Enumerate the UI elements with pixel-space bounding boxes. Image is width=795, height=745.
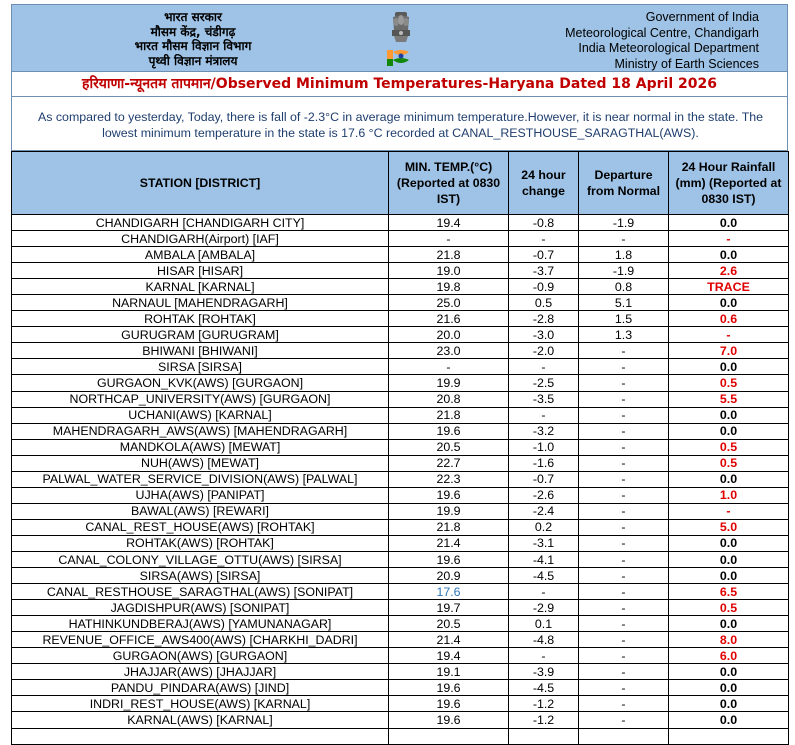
min-temp-cell: 20.8: [389, 391, 509, 407]
change-cell: -: [509, 231, 579, 247]
station-cell: CANAL_COLONY_VILLAGE_OTTU(AWS) [SIRSA]: [12, 551, 389, 567]
change-cell: -2.4: [509, 503, 579, 519]
min-temp-cell: 19.0: [389, 263, 509, 279]
min-temp-cell: 19.1: [389, 664, 509, 680]
hindi-line: मौसम केंद्र, चंडीगढ़: [150, 24, 236, 39]
departure-cell: -: [579, 519, 669, 535]
departure-cell: -: [579, 664, 669, 680]
change-cell: -1.2: [509, 712, 579, 728]
change-cell: -1.0: [509, 439, 579, 455]
station-cell: GURUGRAM [GURUGRAM]: [12, 327, 389, 343]
departure-cell: 1.3: [579, 327, 669, 343]
table-row: [12, 616, 789, 632]
min-temp-cell: -: [389, 359, 509, 375]
departure-cell: -: [579, 455, 669, 471]
station-cell: BAWAL(AWS) [REWARI]: [12, 503, 389, 519]
english-line: India Meteorological Department: [578, 41, 759, 55]
station-cell: INDRI_REST_HOUSE(AWS) [KARNAL]: [12, 696, 389, 712]
rainfall-cell: 0.0: [669, 215, 789, 231]
table-row: [12, 600, 789, 616]
change-cell: -0.7: [509, 247, 579, 263]
temperature-table: [11, 151, 789, 745]
rainfall-cell: -: [669, 327, 789, 343]
station-cell: NORTHCAP_UNIVERSITY(AWS) [GURGAON]: [12, 391, 389, 407]
empty-cell: [669, 728, 789, 744]
table-row: [12, 311, 789, 327]
min-temp-cell: 19.6: [389, 487, 509, 503]
min-temp-cell: 21.8: [389, 247, 509, 263]
table-row: [12, 584, 789, 600]
departure-cell: -: [579, 407, 669, 423]
min-temp-cell: 19.9: [389, 375, 509, 391]
rainfall-cell: 0.0: [669, 712, 789, 728]
departure-cell: -: [579, 487, 669, 503]
change-cell: -0.9: [509, 279, 579, 295]
min-temp-cell: 19.4: [389, 215, 509, 231]
table-row: [12, 455, 789, 471]
rainfall-cell: 0.6: [669, 311, 789, 327]
departure-cell: -: [579, 343, 669, 359]
rainfall-cell: 5.0: [669, 519, 789, 535]
departure-cell: -: [579, 680, 669, 696]
change-cell: -3.2: [509, 423, 579, 439]
departure-cell: -: [579, 535, 669, 551]
departure-cell: 1.8: [579, 247, 669, 263]
change-cell: -: [509, 648, 579, 664]
change-cell: 0.1: [509, 616, 579, 632]
min-temp-cell: 19.4: [389, 648, 509, 664]
table-row: [12, 231, 789, 247]
station-cell: MAHENDRAGARH_AWS(AWS) [MAHENDRAGARH]: [12, 423, 389, 439]
hindi-line: भारत सरकार: [164, 10, 222, 24]
change-cell: -4.5: [509, 680, 579, 696]
departure-cell: -: [579, 712, 669, 728]
min-temp-cell: -: [389, 231, 509, 247]
min-temp-cell: 25.0: [389, 295, 509, 311]
summary-text: As compared to yesterday, Today, there is fall of -2.3°C in average minimum temperature.However, it is near normal in the state. The lowest minimum temperature in the state is 17.6 °C recorded at CANAL_RESTHOUSE_SARAGTHAL(AWS).: [11, 97, 788, 151]
table-row: [12, 375, 789, 391]
station-cell: BHIWANI [BHIWANI]: [12, 343, 389, 359]
change-cell: -: [509, 359, 579, 375]
station-cell: KARNAL(AWS) [KARNAL]: [12, 712, 389, 728]
rainfall-cell: TRACE: [669, 279, 789, 295]
departure-cell: -: [579, 439, 669, 455]
table-row: [12, 263, 789, 279]
rainfall-cell: 0.0: [669, 359, 789, 375]
departure-cell: -1.9: [579, 263, 669, 279]
empty-cell: [12, 728, 389, 744]
departure-cell: -: [579, 375, 669, 391]
rainfall-cell: 6.5: [669, 584, 789, 600]
departure-cell: -: [579, 616, 669, 632]
empty-cell: [389, 728, 509, 744]
min-temp-cell: 21.6: [389, 311, 509, 327]
change-cell: -3.1: [509, 535, 579, 551]
departure-cell: -: [579, 551, 669, 567]
min-temp-cell: 20.0: [389, 327, 509, 343]
change-cell: -3.5: [509, 391, 579, 407]
station-cell: CANAL_RESTHOUSE_SARAGTHAL(AWS) [SONIPAT]: [12, 584, 389, 600]
table-row: [12, 391, 789, 407]
english-line: Ministry of Earth Sciences: [614, 56, 759, 71]
table-row: [12, 343, 789, 359]
station-cell: HISAR [HISAR]: [12, 263, 389, 279]
report-header: [11, 4, 788, 72]
table-row: [12, 279, 789, 295]
table-row: [12, 471, 789, 487]
table-row: [12, 503, 789, 519]
rainfall-cell: 7.0: [669, 343, 789, 359]
station-cell: PANDU_PINDARA(AWS) [JIND]: [12, 680, 389, 696]
min-temp-cell: 21.8: [389, 407, 509, 423]
min-temp-cell: 22.7: [389, 455, 509, 471]
rainfall-cell: 0.0: [669, 568, 789, 584]
rainfall-cell: 0.0: [669, 616, 789, 632]
hindi-line: पृथ्वी विज्ञान मंत्रालय: [148, 53, 238, 68]
table-row: [12, 519, 789, 535]
station-cell: GURGAON_KVK(AWS) [GURGAON]: [12, 375, 389, 391]
table-row: [12, 712, 789, 728]
table-row: [12, 568, 789, 584]
departure-cell: -: [579, 471, 669, 487]
station-cell: PALWAL_WATER_SERVICE_DIVISION(AWS) [PALWAL]: [12, 471, 389, 487]
rainfall-cell: 0.5: [669, 455, 789, 471]
rainfall-cell: 2.6: [669, 263, 789, 279]
min-temp-cell: 19.6: [389, 551, 509, 567]
departure-cell: -: [579, 648, 669, 664]
departure-cell: -: [579, 600, 669, 616]
min-temp-cell: 19.6: [389, 712, 509, 728]
change-cell: -4.8: [509, 632, 579, 648]
station-cell: NARNAUL [MAHENDRAGARH]: [12, 295, 389, 311]
departure-cell: -: [579, 584, 669, 600]
report-title: हरियाणा-न्यूनतम तापमान/Observed Minimum Temperatures-Haryana Dated 18 April 2026: [11, 72, 788, 97]
table-row: [12, 327, 789, 343]
station-cell: GURGAON(AWS) [GURGAON]: [12, 648, 389, 664]
change-cell: 0.5: [509, 295, 579, 311]
table-row: [12, 359, 789, 375]
hindi-org-block: [98, 10, 288, 68]
min-temp-cell: 22.3: [389, 471, 509, 487]
table-row: [12, 295, 789, 311]
table-row: [12, 407, 789, 423]
table-row: [12, 664, 789, 680]
min-temp-cell: 19.6: [389, 423, 509, 439]
table-row-empty: [12, 728, 789, 744]
change-cell: -2.5: [509, 375, 579, 391]
station-cell: ROHTAK [ROHTAK]: [12, 311, 389, 327]
departure-cell: -: [579, 391, 669, 407]
table-row: [12, 423, 789, 439]
rainfall-cell: 0.0: [669, 295, 789, 311]
table-row: [12, 696, 789, 712]
col-header-station: STATION [DISTRICT]: [12, 152, 389, 215]
rainfall-cell: 0.5: [669, 600, 789, 616]
min-temp-cell: 17.6: [389, 584, 509, 600]
min-temp-cell: 20.9: [389, 568, 509, 584]
change-cell: -: [509, 584, 579, 600]
change-cell: -4.5: [509, 568, 579, 584]
rainfall-cell: 0.0: [669, 664, 789, 680]
rainfall-cell: 5.5: [669, 391, 789, 407]
table-row: [12, 680, 789, 696]
rainfall-cell: 0.0: [669, 423, 789, 439]
col-header-change: 24 hour change: [509, 152, 579, 215]
table-row: [12, 551, 789, 567]
departure-cell: 0.8: [579, 279, 669, 295]
rainfall-cell: 0.5: [669, 439, 789, 455]
col-header-min-temp: MIN. TEMP.(°C) (Reported at 0830 IST): [389, 152, 509, 215]
min-temp-cell: 20.5: [389, 439, 509, 455]
rainfall-cell: -: [669, 231, 789, 247]
change-cell: -2.8: [509, 311, 579, 327]
rainfall-cell: 0.0: [669, 551, 789, 567]
rainfall-cell: 6.0: [669, 648, 789, 664]
min-temp-cell: 21.4: [389, 632, 509, 648]
station-cell: REVENUE_OFFICE_AWS400(AWS) [CHARKHI_DADRI]: [12, 632, 389, 648]
station-cell: JHAJJAR(AWS) [JHAJJAR]: [12, 664, 389, 680]
col-header-departure: Departure from Normal: [579, 152, 669, 215]
change-cell: -3.9: [509, 664, 579, 680]
change-cell: -2.0: [509, 343, 579, 359]
station-cell: SIRSA [SIRSA]: [12, 359, 389, 375]
change-cell: -1.2: [509, 696, 579, 712]
min-temp-cell: 23.0: [389, 343, 509, 359]
rainfall-cell: 1.0: [669, 487, 789, 503]
station-cell: SIRSA(AWS) [SIRSA]: [12, 568, 389, 584]
col-header-rainfall: 24 Hour Rainfall (mm) (Reported at 0830 IST): [669, 152, 789, 215]
departure-cell: -: [579, 231, 669, 247]
station-cell: KARNAL [KARNAL]: [12, 279, 389, 295]
table-row: [12, 487, 789, 503]
change-cell: -1.6: [509, 455, 579, 471]
rainfall-cell: 0.0: [669, 407, 789, 423]
english-org-block: [529, 10, 759, 72]
change-cell: -3.0: [509, 327, 579, 343]
rainfall-cell: 0.0: [669, 680, 789, 696]
change-cell: -3.7: [509, 263, 579, 279]
station-cell: CHANDIGARH [CHANDIGARH CITY]: [12, 215, 389, 231]
station-cell: ROHTAK(AWS) [ROHTAK]: [12, 535, 389, 551]
departure-cell: -: [579, 696, 669, 712]
report-sheet: [11, 4, 788, 745]
table-row: [12, 648, 789, 664]
min-temp-cell: 19.6: [389, 696, 509, 712]
hindi-line: भारत मौसम विज्ञान विभाग: [134, 39, 252, 53]
min-temp-cell: 20.5: [389, 616, 509, 632]
station-cell: CHANDIGARH(Airport) [IAF]: [12, 231, 389, 247]
min-temp-cell: 21.4: [389, 535, 509, 551]
table-row: [12, 215, 789, 231]
min-temp-cell: 19.6: [389, 680, 509, 696]
station-cell: MANDKOLA(AWS) [MEWAT]: [12, 439, 389, 455]
departure-cell: -: [579, 568, 669, 584]
rainfall-cell: 0.0: [669, 535, 789, 551]
change-cell: -4.1: [509, 551, 579, 567]
empty-cell: [579, 728, 669, 744]
table-row: [12, 535, 789, 551]
station-cell: UJHA(AWS) [PANIPAT]: [12, 487, 389, 503]
change-cell: -2.9: [509, 600, 579, 616]
rainfall-cell: 0.0: [669, 247, 789, 263]
station-cell: NUH(AWS) [MEWAT]: [12, 455, 389, 471]
table-row: [12, 439, 789, 455]
station-cell: CANAL_REST_HOUSE(AWS) [ROHTAK]: [12, 519, 389, 535]
national-emblem-icon: [384, 10, 418, 68]
rainfall-cell: 0.0: [669, 471, 789, 487]
departure-cell: -: [579, 503, 669, 519]
departure-cell: 1.5: [579, 311, 669, 327]
departure-cell: 5.1: [579, 295, 669, 311]
change-cell: -0.7: [509, 471, 579, 487]
departure-cell: -1.9: [579, 215, 669, 231]
change-cell: 0.2: [509, 519, 579, 535]
min-temp-cell: 19.7: [389, 600, 509, 616]
min-temp-cell: 21.8: [389, 519, 509, 535]
departure-cell: -: [579, 359, 669, 375]
english-line: Government of India: [645, 10, 759, 24]
table-header-row: [12, 152, 789, 215]
min-temp-cell: 19.8: [389, 279, 509, 295]
change-cell: -: [509, 407, 579, 423]
rainfall-cell: 0.5: [669, 375, 789, 391]
station-cell: HATHINKUNDBERAJ(AWS) [YAMUNANAGAR]: [12, 616, 389, 632]
table-row: [12, 632, 789, 648]
table-row: [12, 247, 789, 263]
station-cell: UCHANI(AWS) [KARNAL]: [12, 407, 389, 423]
rainfall-cell: 0.0: [669, 696, 789, 712]
empty-cell: [509, 728, 579, 744]
station-cell: AMBALA [AMBALA]: [12, 247, 389, 263]
english-line: Meteorological Centre, Chandigarh: [565, 25, 759, 40]
min-temp-cell: 19.9: [389, 503, 509, 519]
rainfall-cell: 8.0: [669, 632, 789, 648]
change-cell: -2.6: [509, 487, 579, 503]
change-cell: -0.8: [509, 215, 579, 231]
station-cell: JAGDISHPUR(AWS) [SONIPAT]: [12, 600, 389, 616]
departure-cell: -: [579, 423, 669, 439]
rainfall-cell: -: [669, 503, 789, 519]
departure-cell: -: [579, 632, 669, 648]
